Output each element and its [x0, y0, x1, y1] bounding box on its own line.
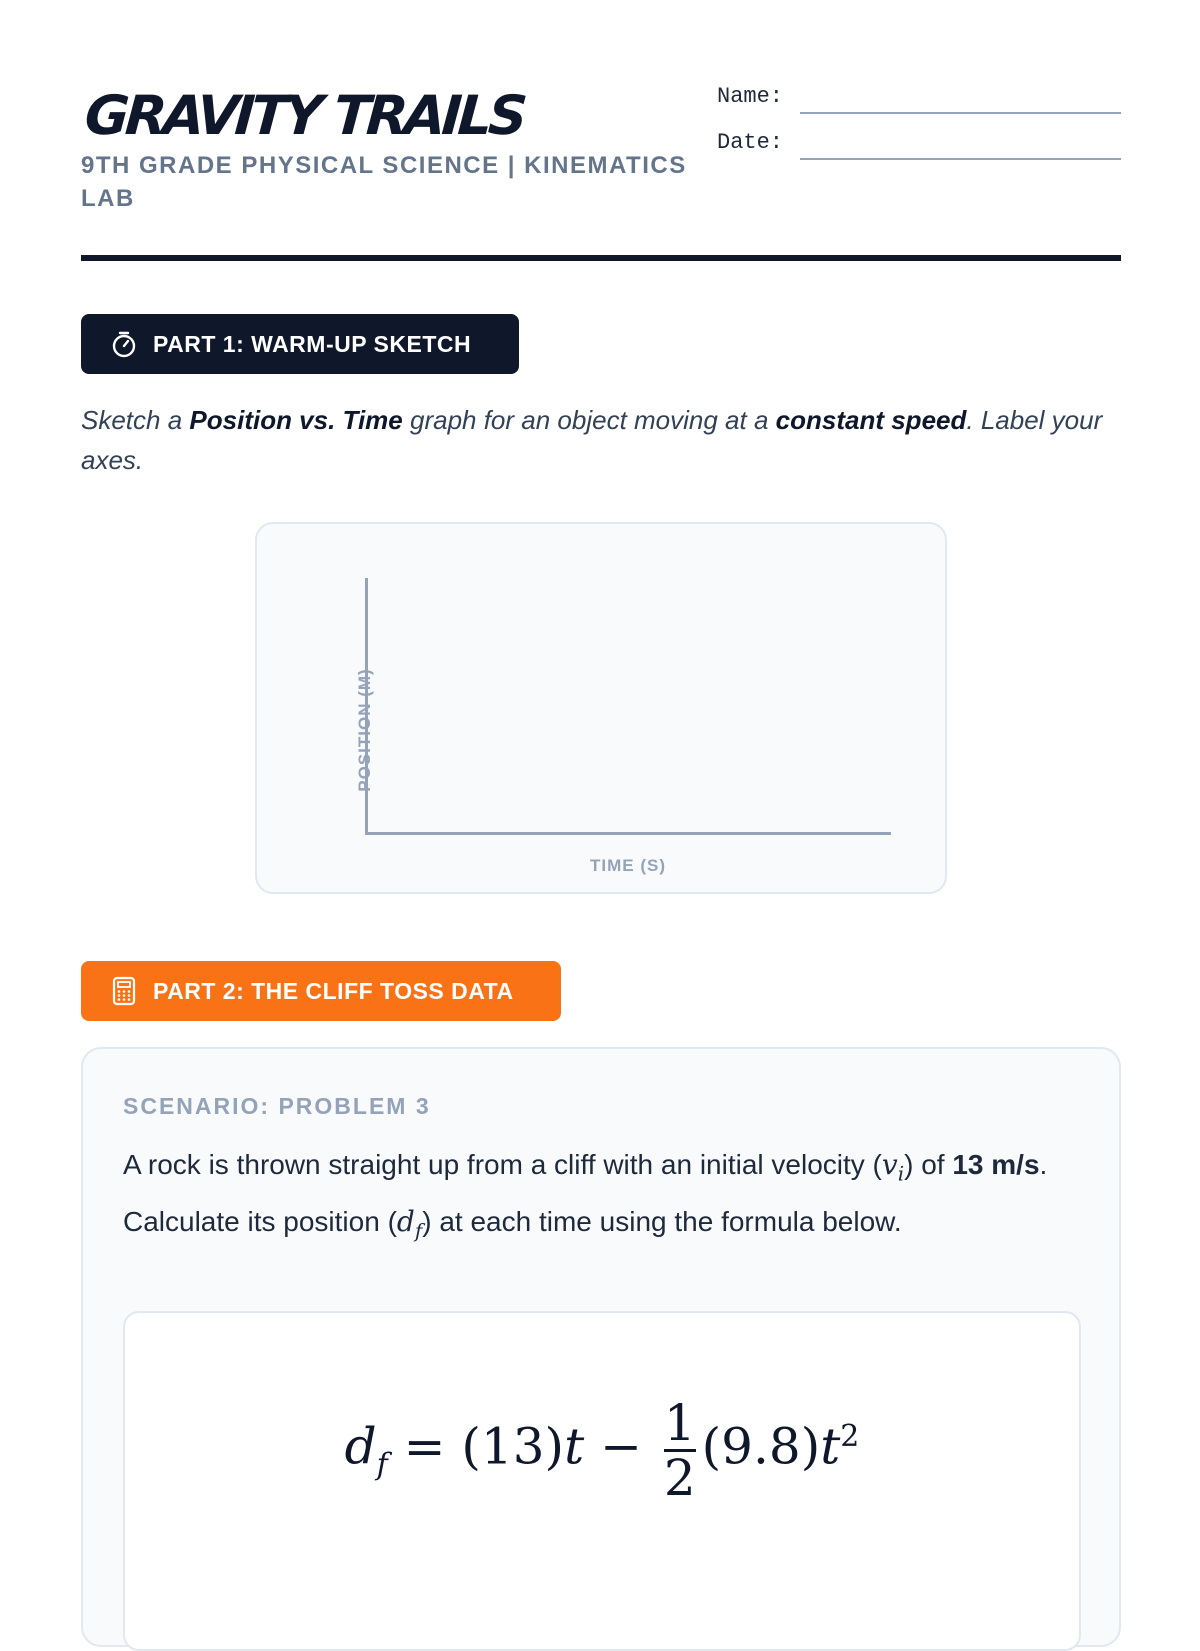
- part1-heading: [81, 314, 519, 374]
- position-formula: $d_f = (13)t$ − $\frac{1}{2}$ $(9.8)t^2$: [344, 1394, 860, 1507]
- scenario-text: A rock is thrown straight up from a cliff with an initial velocity $(v_i)$ of 13 m/s. Calculate its position $(d_f)$ at each time using the formula below.: [123, 1148, 1048, 1243]
- calculator-icon: [109, 976, 139, 1006]
- formula-box: [123, 1311, 1081, 1651]
- part2-heading: [81, 961, 561, 1021]
- date-line[interactable]: [800, 158, 1121, 160]
- scenario-card: [81, 1047, 1121, 1647]
- y-axis-label: POSITION (M): [355, 668, 374, 792]
- sketch-area[interactable]: [255, 522, 947, 894]
- worksheet-subtitle: 9TH GRADE PHYSICAL SCIENCE | KINEMATICS LAB: [81, 152, 687, 212]
- name-label: Name:: [717, 84, 784, 109]
- scenario-label: SCENARIO: PROBLEM 3: [123, 1093, 431, 1119]
- part1-heading-label: PART 1: WARM-UP SKETCH: [153, 330, 472, 357]
- worksheet-header: [81, 84, 1121, 264]
- part1-prompt: Sketch a Position vs. Time graph for an object moving at a constant speed. Label your axes.: [81, 405, 1103, 475]
- fraction-one-half: $\frac{1}{2}$: [663, 1394, 696, 1507]
- x-axis: [365, 832, 891, 835]
- stopwatch-icon: [109, 329, 139, 359]
- part2-heading-label: PART 2: THE CLIFF TOSS DATA: [153, 977, 514, 1004]
- date-label: Date:: [717, 130, 784, 155]
- date-field[interactable]: [717, 130, 1121, 160]
- x-axis-label: TIME (S): [590, 856, 666, 875]
- name-line[interactable]: [800, 112, 1121, 114]
- worksheet-title: GRAVITY TRAILS: [82, 84, 526, 147]
- name-field[interactable]: [717, 84, 1121, 114]
- header-divider: [81, 255, 1121, 261]
